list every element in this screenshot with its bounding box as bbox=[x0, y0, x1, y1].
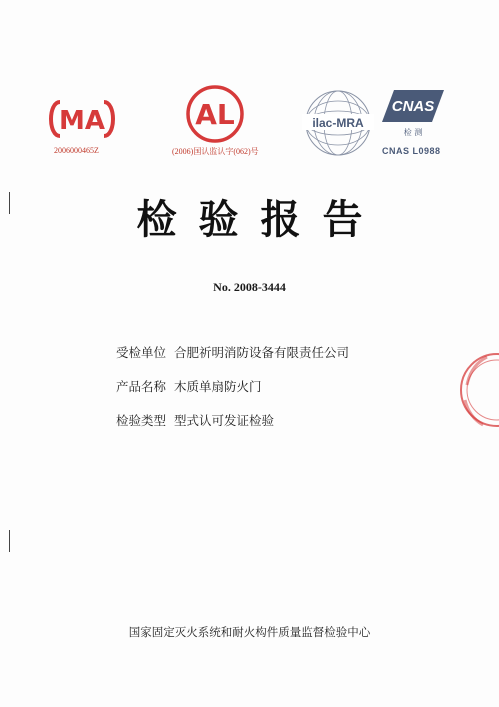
cnas-logo bbox=[380, 88, 446, 144]
cma-mark-icon bbox=[46, 98, 118, 140]
report-number: No. 2008-3444 bbox=[213, 280, 286, 294]
cal-logo-text: AL bbox=[195, 98, 235, 131]
product-name-value: 木质单扇防火门 bbox=[174, 379, 262, 394]
inspection-type-label: 检验类型 bbox=[116, 413, 167, 428]
cma-number: 2006000465Z bbox=[54, 146, 99, 155]
ilac-mra-logo bbox=[298, 88, 378, 158]
cal-logo bbox=[184, 84, 246, 144]
product-name-row bbox=[116, 377, 262, 395]
inspected-unit-label: 受检单位 bbox=[116, 345, 167, 360]
inspected-unit-row bbox=[116, 343, 349, 361]
issuing-organization: 国家固定灭火系统和耐火构件质量监督检验中心 bbox=[128, 625, 371, 639]
binding-mark-top bbox=[9, 192, 10, 214]
inspection-type-value: 型式认可发证检验 bbox=[174, 413, 275, 428]
report-title: 检验报告 bbox=[136, 197, 385, 243]
inspected-unit-value: 合肥祈明消防设备有限责任公司 bbox=[174, 345, 350, 360]
cal-mark-icon bbox=[184, 84, 246, 144]
cal-number: (2006)国认监认字(062)号 bbox=[172, 147, 259, 156]
cnas-logo-text: CNAS bbox=[391, 98, 435, 115]
cma-logo-text: MA bbox=[59, 106, 105, 136]
ilac-globe-icon bbox=[298, 88, 378, 158]
cma-logo bbox=[46, 98, 118, 140]
cnas-sub-text: 检 测 bbox=[403, 128, 423, 137]
ilac-logo-text: ilac-MRA bbox=[312, 116, 364, 130]
cnas-number: CNAS L0988 bbox=[382, 146, 441, 156]
red-seal-stamp-icon bbox=[457, 345, 499, 439]
product-name-label: 产品名称 bbox=[116, 379, 167, 394]
binding-mark-bottom bbox=[9, 530, 10, 552]
cnas-mark-icon bbox=[380, 88, 446, 144]
inspection-type-row bbox=[116, 411, 274, 429]
